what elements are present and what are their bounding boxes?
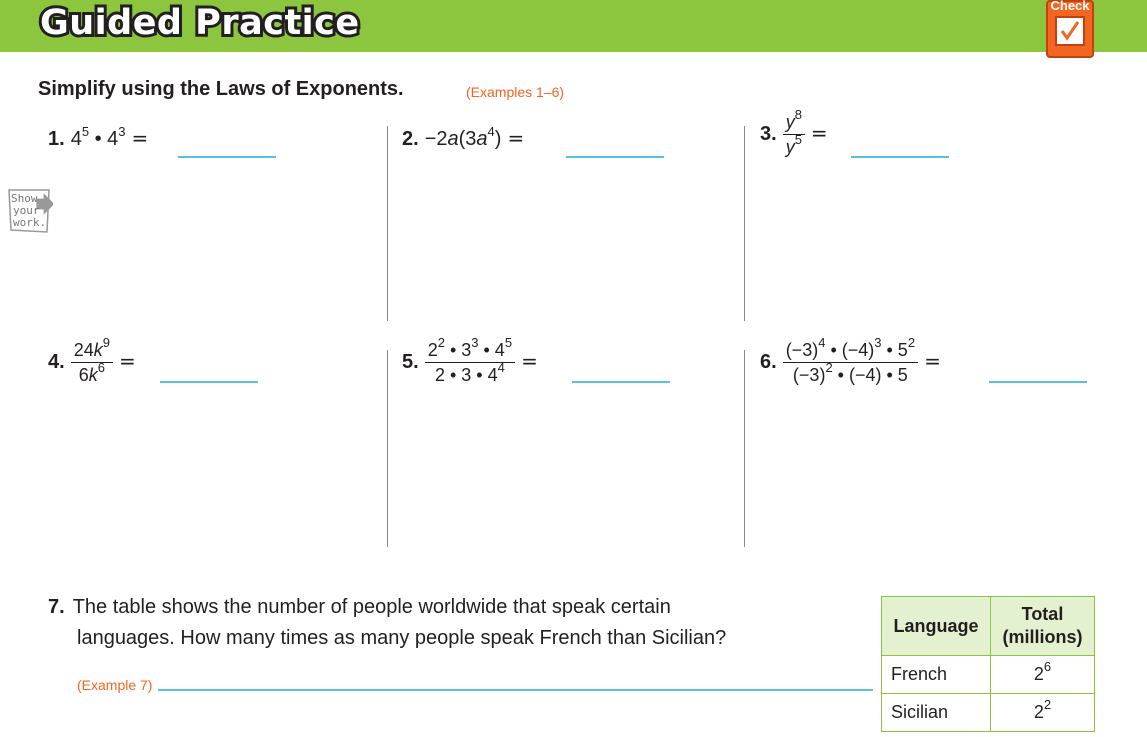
column-header-total [991,597,1095,656]
problem-number: 1. [48,128,65,150]
answer-line-7[interactable] [158,689,873,691]
problem-number: 3. [760,122,777,145]
answer-line-4[interactable] [160,381,258,383]
column-divider [387,350,388,547]
table-header-row [882,597,1095,656]
example-reference[interactable]: (Example 7) [77,677,153,693]
question-text: languages. How many times as many people speak French than Sicilian? [77,627,727,649]
question-text: The table shows the number of people worldwide that speak certain [72,596,671,618]
total-cell: $2^6$ [991,656,1095,694]
language-table [881,596,1095,732]
total-cell: $2^2$ [991,694,1095,732]
answer-line-5[interactable] [572,381,670,383]
problem-number: 5. [402,350,419,373]
question-7 [48,592,848,654]
problem-5: 5. $\frac{2^2 • 3^3 • 4^5}{2 • 3 • 4^4}$ = [402,335,538,385]
problem-3: 3. $\frac{y^8}{y^5}$ = [760,107,828,157]
problem-4: 4. $\frac{24k^9}{6k^6}$ = [48,335,136,385]
problem-number: 7. [48,596,65,618]
table-row [882,656,1095,694]
problem-1: 1. $4^5$ • $4^3$ = [48,124,149,150]
instructions: Simplify using the Laws of Exponents. [38,78,404,100]
problem-number: 4. [48,350,65,373]
show-work-text: work. [13,216,47,229]
answer-line-3[interactable] [851,156,949,158]
header-line: Total [1021,604,1064,624]
column-divider [387,126,388,321]
language-cell: French [882,656,991,694]
check-button[interactable] [1046,0,1094,58]
answer-line-1[interactable] [178,156,276,158]
answer-line-6[interactable] [989,381,1087,383]
examples-reference[interactable]: (Examples 1–6) [466,84,565,100]
show-work-text: your [13,204,40,217]
column-header-language: Language [882,597,991,656]
show-work-text: Show [11,192,38,205]
section-title: Guided Practice [40,3,360,43]
table-row [882,694,1095,732]
problem-number: 6. [760,350,777,373]
problem-2: 2. $-2a(3a^4)$ = [402,124,525,150]
check-label: Check [1050,0,1090,13]
language-cell: Sicilian [882,694,991,732]
checkmark-icon [1055,16,1085,46]
header-line: (millions) [1002,627,1083,647]
answer-line-2[interactable] [566,156,664,158]
problem-number: 2. [402,128,419,150]
problem-6: 6. $\frac{(-3)^4 • (-4)^3 • 5^2}{(-3)^2 • (-4) • 5}$ = [760,335,941,385]
column-divider [744,350,745,547]
column-divider [744,126,745,321]
show-your-work-icon [3,186,53,238]
